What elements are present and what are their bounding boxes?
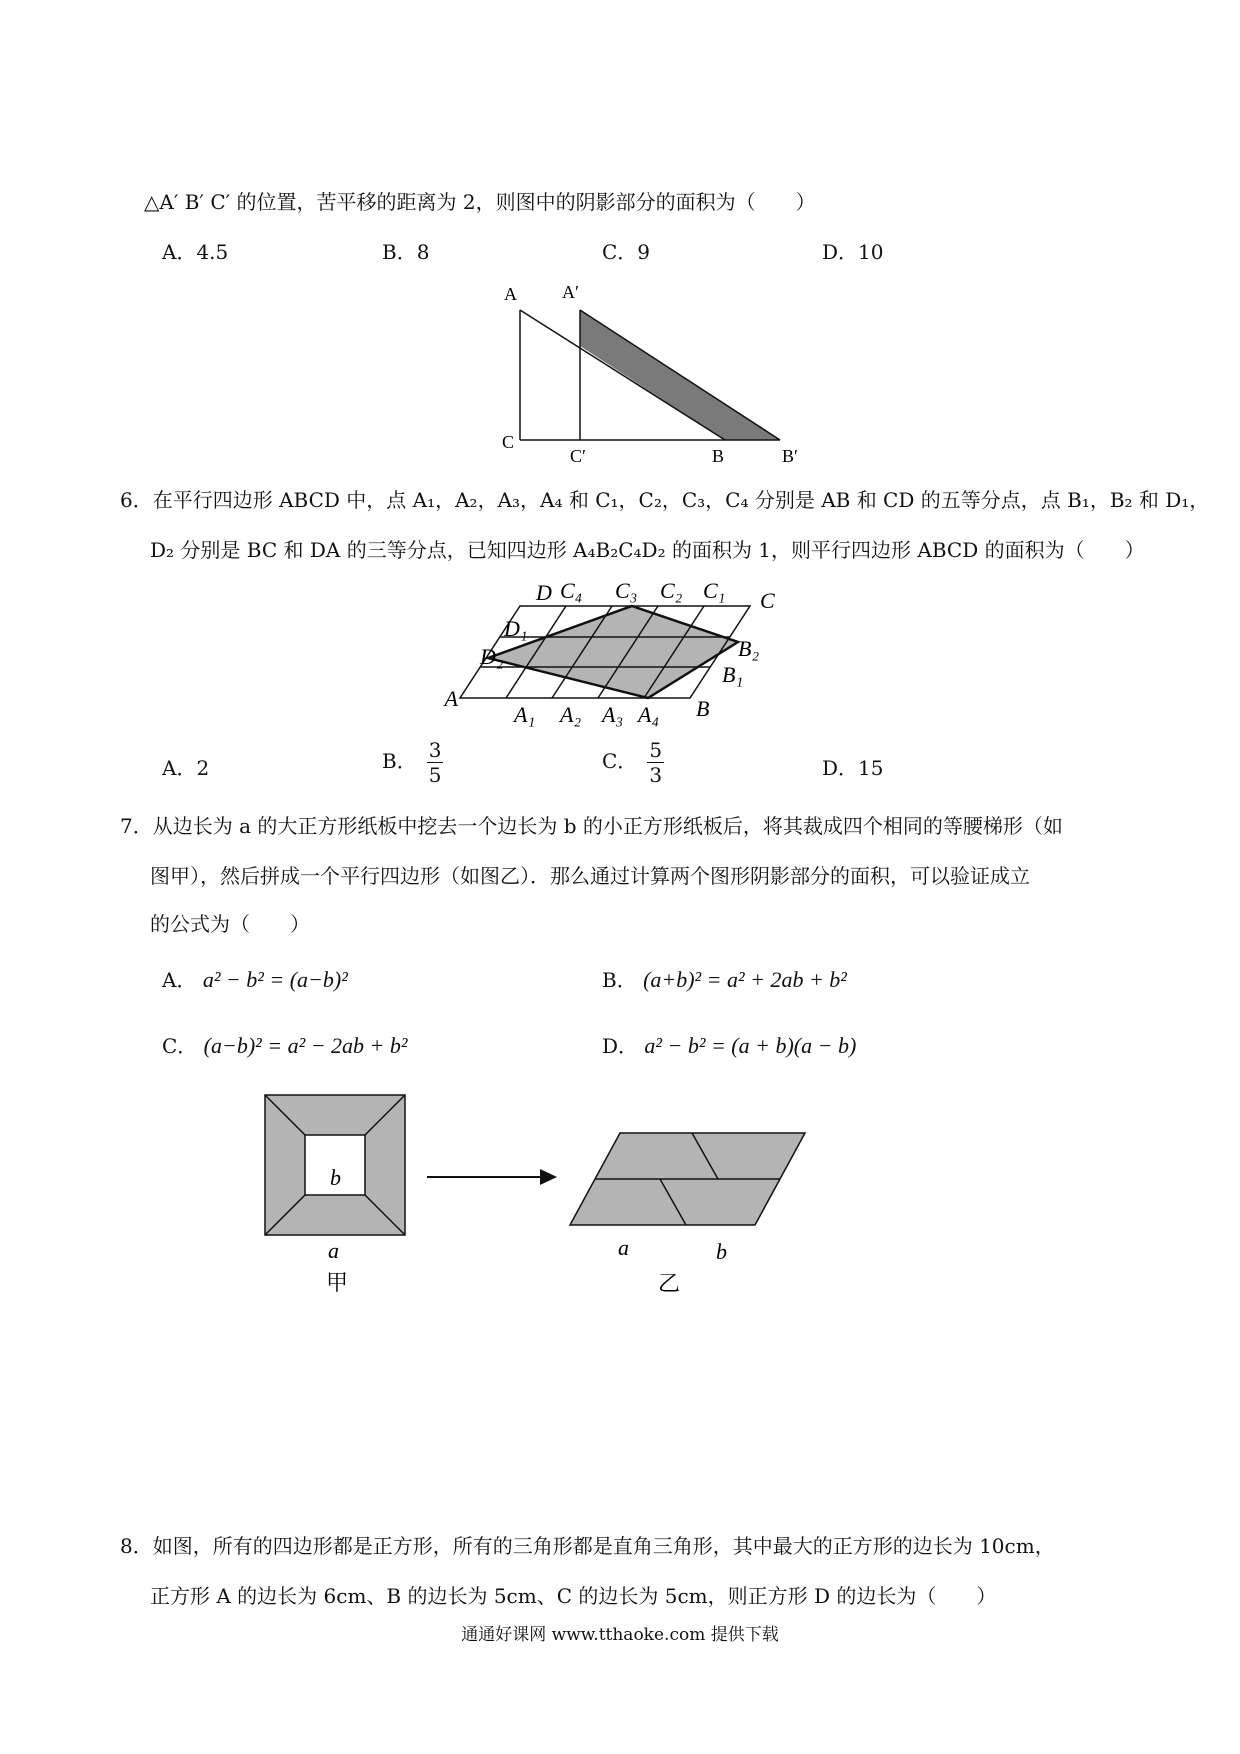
q7-arrowhead-icon — [540, 1169, 557, 1185]
q7-option-a-label: A． — [162, 968, 197, 992]
q7-stem-line1: 7．从边长为 a 的大正方形纸板中挖去一个边长为 b 的小正方形纸板后，将其裁成四个相同的等腰梯形（如 — [120, 814, 1063, 838]
q7-jia-caption: 甲 — [326, 1270, 349, 1295]
q6-label-a4: A₄ — [638, 702, 660, 727]
q8-stem-line1: 8．如图，所有的四边形都是正方形，所有的三角形都是直角三角形，其中最大的正方形的边长为 10cm， — [120, 1534, 1055, 1558]
q7-option-d — [602, 1032, 856, 1060]
q7-option-c-formula: (a−b)² = a² − 2ab + b² — [203, 1033, 408, 1058]
q7-jia-label-a: a — [328, 1238, 339, 1263]
q6-option-b-fraction — [427, 738, 444, 787]
q5-triangle-a1b1c1 — [580, 310, 780, 440]
q6-label-d2: D₂ — [480, 644, 504, 669]
q6-option-c-numerator: 5 — [649, 738, 663, 762]
q6-option-c — [602, 738, 664, 787]
q5-label-a-prime: A′ — [562, 282, 579, 302]
q6-label-d1: D₁ — [504, 616, 528, 641]
q6-stem-line1: 6．在平行四边形 ABCD 中，点 A₁，A₂，A₃，A₄ 和 C₁，C₂，C₃，C₄ 分别是 AB 和 CD 的五等分点，点 B₁，B₂ 和 D₁， — [120, 488, 1210, 512]
q5-label-b: B — [712, 446, 725, 466]
q6-label-a: A — [444, 686, 458, 711]
q6-label-d: D — [536, 580, 552, 605]
q6-label-c: C — [760, 588, 775, 613]
q5-label-b-prime: B′ — [782, 446, 798, 466]
q5-triangle-abc — [520, 310, 725, 440]
q5-option-c: C．9 — [602, 240, 651, 264]
q6-option-b-label: B． — [382, 749, 417, 773]
q7-stem-line3: 的公式为（ ） — [150, 912, 310, 936]
q6-label-c2: C₂ — [660, 578, 683, 603]
q6-option-c-fraction — [647, 738, 664, 787]
q6-figure-parallelogram — [444, 570, 790, 730]
q6-option-c-label: C． — [602, 749, 638, 773]
q5-label-c: C — [502, 432, 515, 452]
q6-option-b — [382, 738, 443, 787]
q7-option-c — [162, 1032, 408, 1060]
q7-yi-label-b: b — [716, 1239, 727, 1264]
q5-option-d: D．10 — [822, 240, 884, 264]
q6-option-c-denominator: 3 — [649, 763, 663, 787]
q6-label-a1: A₁ — [514, 702, 536, 727]
q5-stem: △A′ B′ C′ 的位置，苦平移的距离为 2，则图中的阴影部分的面积为（ ） — [144, 190, 816, 214]
q6-label-a2: A₂ — [560, 702, 582, 727]
q6-stem-line2: D₂ 分别是 BC 和 DA 的三等分点，已知四边形 A₄B₂C₄D₂ 的面积为 1，则平行四边形 ABCD 的面积为（ ） — [150, 538, 1145, 562]
q5-label-a: A — [504, 284, 517, 304]
q6-label-c1: C₁ — [703, 578, 726, 603]
q7-yi-caption: 乙 — [658, 1271, 681, 1296]
q7-option-d-label: D． — [602, 1034, 639, 1058]
q7-figure-jia — [260, 1090, 410, 1300]
q6-option-a: A．2 — [162, 756, 210, 780]
q7-yi-label-a: a — [618, 1235, 629, 1260]
q7-option-d-formula: a² − b² = (a + b)(a − b) — [644, 1033, 857, 1058]
q6-label-c3: C₃ — [615, 578, 638, 603]
q6-label-c4: C₄ — [560, 578, 583, 603]
q7-option-b-formula: (a+b)² = a² + 2ab + b² — [643, 967, 847, 992]
q6-option-b-numerator: 3 — [428, 738, 442, 762]
page-footer: 通通好课网 www.tthaoke.com 提供下载 — [461, 1625, 779, 1645]
q5-option-b: B．8 — [382, 240, 430, 264]
q7-figure-yi — [570, 1125, 815, 1295]
q5-label-c-prime: C′ — [570, 446, 586, 466]
q7-arrow — [425, 1165, 560, 1189]
q8-stem-line2: 正方形 A 的边长为 6cm、B 的边长为 5cm、C 的边长为 5cm，则正方形 D 的边长为（ ） — [150, 1584, 997, 1608]
q7-jia-label-b: b — [330, 1165, 341, 1190]
q7-option-b — [602, 966, 847, 994]
q6-label-b: B — [696, 696, 710, 721]
q5-option-a: A．4.5 — [162, 240, 229, 264]
q6-option-b-denominator: 5 — [428, 763, 442, 787]
q5-figure-triangles — [490, 280, 810, 470]
q7-option-a — [162, 966, 348, 994]
q6-label-b2: B₂ — [738, 636, 760, 661]
q6-option-d: D．15 — [822, 756, 884, 780]
q7-option-b-label: B． — [602, 968, 637, 992]
q7-stem-line2: 图甲），然后拼成一个平行四边形（如图乙）．那么通过计算两个图形阴影部分的面积，可以验证成立 — [150, 864, 1030, 888]
q6-label-b1: B₁ — [722, 662, 744, 687]
q6-label-a3: A₃ — [602, 702, 624, 727]
q7-option-a-formula: a² − b² = (a−b)² — [202, 967, 348, 992]
q7-option-c-label: C． — [162, 1034, 198, 1058]
